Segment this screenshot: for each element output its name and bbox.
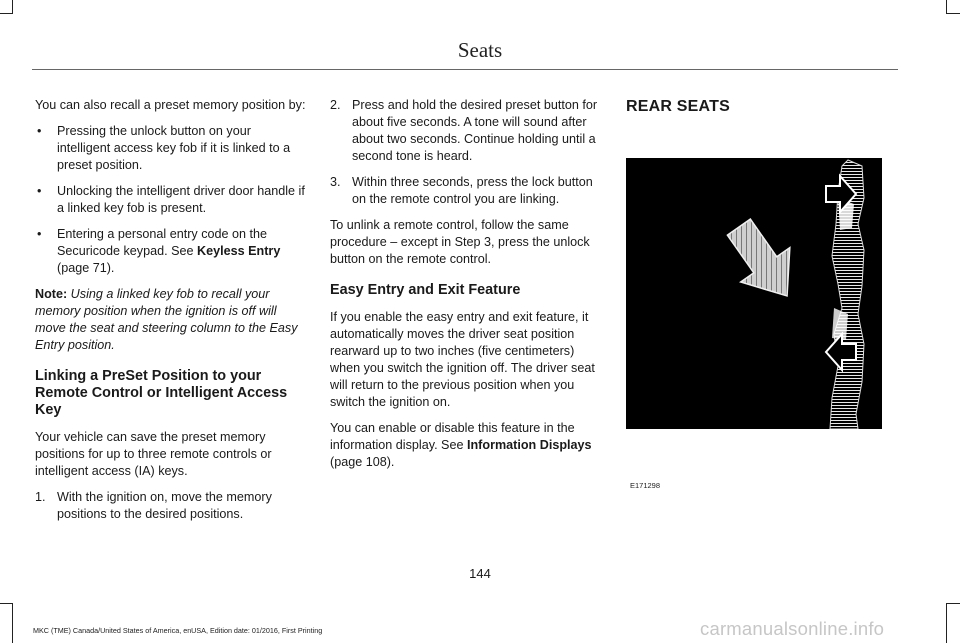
bullet-marker: • bbox=[37, 227, 42, 241]
page-number: 144 bbox=[469, 566, 491, 581]
column-2 bbox=[330, 97, 602, 480]
note-text: Using a linked key fob to recall your memory position when the ignition is off will move the seat and steering column to the Easy Entry position. bbox=[35, 287, 298, 352]
step-number: 3. bbox=[330, 175, 341, 189]
note bbox=[35, 286, 307, 354]
crop-mark bbox=[0, 603, 13, 604]
bullet-marker: • bbox=[37, 124, 42, 138]
step-text: Press and hold the desired preset button for about five seconds. A tone will sound after about two seconds. Continue holding until a second tone is heard. bbox=[352, 98, 598, 163]
information-displays-link[interactable]: Information Displays bbox=[466, 438, 592, 452]
unlink-paragraph: To unlink a remote control, follow the same procedure – except in Step 3, press the unlock button on the remote control. bbox=[330, 218, 590, 266]
footer-text: MKC (TME) Canada/United States of America, enUSA, Edition date: 01/2016, First Printing bbox=[33, 626, 323, 635]
easy-entry-paragraph: If you enable the easy entry and exit feature, it automatically moves the driver seat position rearward up to two inches (five centimeters) when you switch the ignition off. The driver seat will return to the previous position when you switch the ignition on. bbox=[330, 310, 595, 409]
step-item bbox=[330, 174, 602, 208]
enable-paragraph bbox=[330, 420, 602, 471]
step-item bbox=[330, 97, 602, 165]
crop-mark bbox=[946, 0, 947, 14]
column-1 bbox=[35, 97, 307, 532]
linking-paragraph: Your vehicle can save the preset memory positions for up to three remote controls or intelligent access (IA) keys. bbox=[35, 430, 272, 478]
rear-seats-figure bbox=[626, 158, 882, 429]
watermark: carmanualsonline.info bbox=[700, 618, 885, 639]
intro-text: You can also recall a preset memory position by: bbox=[35, 98, 306, 112]
step-item bbox=[35, 489, 307, 523]
enable-page-ref: (page 108). bbox=[330, 455, 395, 469]
enable-text: You can enable or disable this feature in the information display. See bbox=[330, 421, 575, 452]
rear-seat-illustration bbox=[626, 158, 882, 429]
keyless-entry-link[interactable]: Keyless Entry bbox=[197, 244, 281, 258]
bullet-page-ref: (page 71). bbox=[57, 261, 115, 275]
crop-mark bbox=[0, 13, 13, 14]
bullet-marker: • bbox=[37, 184, 42, 198]
figure-code: E171298 bbox=[630, 481, 661, 490]
header-rule bbox=[32, 69, 898, 70]
bullet-text: Pressing the unlock button on your intelligent access key fob if it is linked to a preset position. bbox=[57, 124, 291, 172]
bullet-text: Unlocking the intelligent driver door handle if a linked key fob is present. bbox=[57, 184, 305, 215]
crop-mark bbox=[946, 13, 960, 14]
bullet-text: Entering a personal entry code on the Securicode keypad. See bbox=[57, 227, 268, 258]
crop-mark bbox=[12, 0, 13, 14]
bullet-item bbox=[35, 183, 307, 217]
step-text: Within three seconds, press the lock button on the remote control you are linking. bbox=[352, 175, 593, 206]
crop-mark bbox=[946, 603, 947, 643]
step-number: 1. bbox=[35, 490, 46, 504]
easy-entry-heading: Easy Entry and Exit Feature bbox=[330, 282, 521, 298]
bullet-item bbox=[35, 226, 307, 277]
step-number: 2. bbox=[330, 98, 341, 112]
linking-heading: Linking a PreSet Position to your Remote Control or Intelligent Access Key bbox=[35, 368, 288, 418]
crop-mark bbox=[946, 603, 960, 604]
crop-mark bbox=[12, 603, 13, 643]
note-label: Note: bbox=[35, 287, 68, 301]
bullet-item bbox=[35, 123, 307, 174]
section-title: REAR SEATS bbox=[626, 98, 730, 115]
step-text: With the ignition on, move the memory positions to the desired positions. bbox=[57, 490, 272, 521]
page-header-title: Seats bbox=[457, 38, 503, 62]
